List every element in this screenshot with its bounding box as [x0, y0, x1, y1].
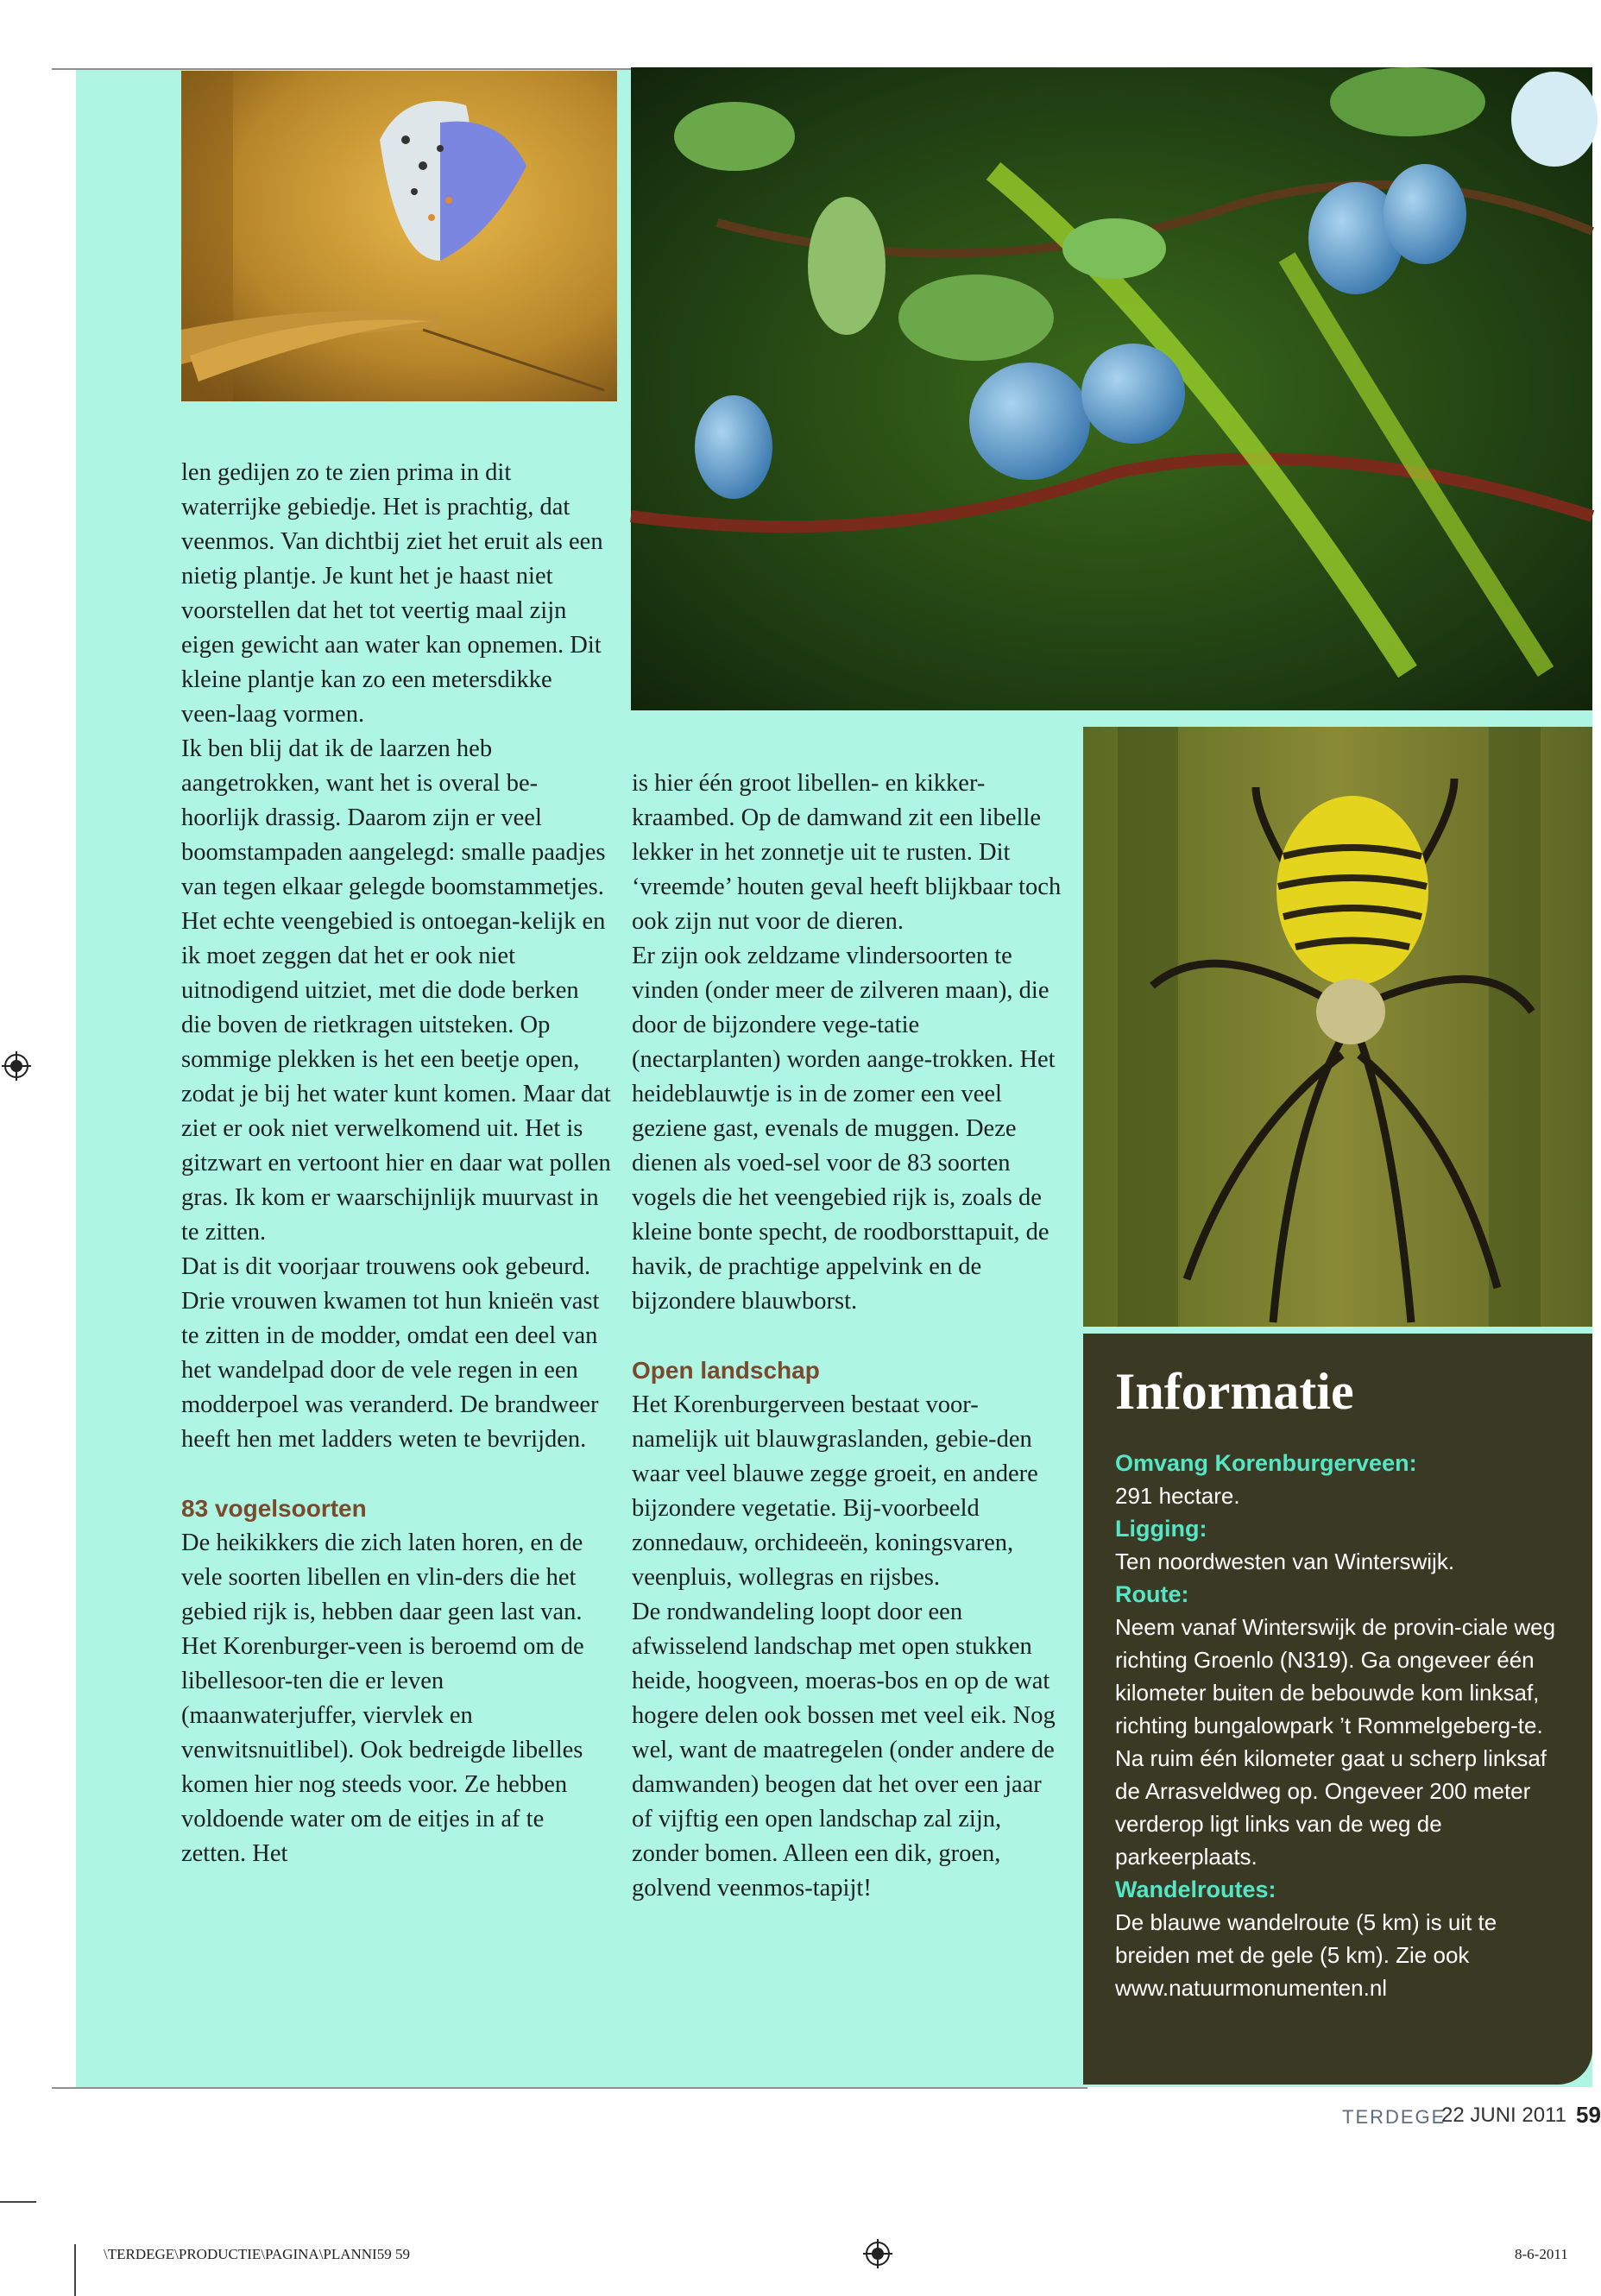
paragraph: De heikikkers die zich laten horen, en de vele soorten libellen en vlin-ders die het gebied rijk is, hebben daar geen last van. Het Korenburger-veen is beroemd om de libellesoor-ten die er leven (maanwaterjuffer, viervlek en venwitsnuitlibel). Ook bedreigde libelles komen hier nog steeds voor. Ze hebben voldoende water om de eitjes in af te zetten. Het: [181, 1530, 584, 1867]
info-text: Neem vanaf Winterswijk de provin-ciale weg richting Groenlo (N319). Ga ongeveer één kilometer buiten de bebouwde kom linksaf, richting bungalowpark ’t Rommelgeberg-te. Na ruim één kilometer gaat u scherp linksaf de Arrasveldweg op. Ongeveer 200 meter verderop ligt links van de weg de parkeerplaats.: [1115, 1614, 1556, 1870]
paragraph: Ik ben blij dat ik de laarzen heb aangetrokken, want het is overal be-hoorlijk drassig. Daarom zijn er veel boomstampaden aangelegd: smalle paadjes van tegen elkaar gelegde boomstammetjes.: [181, 735, 606, 900]
bottom-rule: [52, 2087, 1087, 2089]
crop-mark: [0, 2201, 36, 2203]
paragraph: De rondwandeling loopt door een afwisselend landschap met open stukken heide, hoogveen, moeras-bos en op de wat hogere delen ook bossen met veel eik. Nog wel, want de maatregelen (onder andere de damwanden) beogen dat het over een jaar of vijftig een open landschap zal zijn, zonder bomen. Alleen een dik, groen, golvend veenmos-tapijt!: [632, 1599, 1056, 1902]
page-number: 59: [1576, 2102, 1601, 2128]
info-title: Informatie: [1115, 1363, 1354, 1420]
info-label: Wandelroutes:: [1115, 1877, 1276, 1902]
info-text: 291 hectare.: [1115, 1483, 1240, 1509]
paragraph: Dat is dit voorjaar trouwens ook gebeurd. Drie vrouwen kwamen tot hun knieën vast te zitten in de modder, omdat een deel van het wandelpad door de vele regen in een modderpoel was veranderd. De brandweer heeft hen met ladders weten te bevrijden.: [181, 1253, 600, 1453]
magazine-name: TERDEGE: [1342, 2106, 1447, 2128]
info-label: Route:: [1115, 1581, 1189, 1607]
article-column-left: [181, 456, 613, 1871]
paragraph: len gedijen zo te zien prima in dit waterrijke gebiedje. Het is prachtig, dat veenmos. Van dichtbij ziet het eruit als een nietig plantje. Je kunt het je haast niet voorstellen dat het tot veertig maal zijn eigen gewicht aan water kan opnemen. Dit kleine plantje kan zo een metersdikke veen-laag vormen.: [181, 459, 603, 728]
paragraph: is hier één groot libellen- en kikker-kraambed. Op de damwand zit een libelle lekker in het zonnetje uit te rusten. Dit ‘vreemde’ houten geval heeft blijkbaar toch ook zijn nut voor de dieren.: [632, 770, 1062, 935]
paragraph: Er zijn ook zeldzame vlindersoorten te vinden (onder meer de zilveren maan), die door de bijzondere vege-tatie (nectarplanten) worden aange-trokken. Het heideblauwtje is in de zomer een veel geziene gast, evenals de muggen. Deze dienen als voed-sel voor de 83 soorten vogels die het veengebied rijk is, zoals de kleine bonte specht, de roodborsttapuit, de havik, de prachtige appelvink en de bijzondere blauwborst.: [632, 943, 1056, 1315]
crop-mark: [74, 2244, 76, 2296]
spider-photo: [1083, 727, 1592, 1327]
info-text: De blauwe wandelroute (5 km) is uit te breiden met de gele (5 km). Zie ook www.natuurmonumenten.nl: [1115, 1909, 1497, 2001]
info-text: Ten noordwesten van Winterswijk.: [1115, 1549, 1455, 1574]
registration-mark-icon: [2, 1051, 31, 1081]
paragraph: Het echte veengebied is ontoegan-kelijk en ik moet zeggen dat het er ook niet uitnodigend uitziet, met die dode berken die boven de rietkragen uitsteken. Op sommige plekken is het een beetje open, zodat je bij het water kunt komen. Maar dat ziet er ook niet verwelkomend uit. Het is gitzwart en vertoont hier en daar wat pollen gras. Ik kom er waarschijnlijk muurvast in te zitten.: [181, 908, 611, 1246]
berries-photo: [631, 67, 1592, 710]
info-content: [1115, 1447, 1564, 2004]
print-slug-date: 8-6-2011: [1515, 2246, 1568, 2262]
subheading: Open landschap: [632, 1357, 820, 1384]
print-slug-path: \TERDEGE\PRODUCTIE\PAGINA\PLANNI59 59: [104, 2246, 410, 2262]
subheading: 83 vogelsoorten: [181, 1495, 367, 1522]
butterfly-photo: [181, 71, 617, 401]
issue-date: 22 JUNI 2011: [1441, 2104, 1566, 2127]
article-column-middle: [632, 766, 1063, 1906]
info-label: Omvang Korenburgerveen:: [1115, 1450, 1417, 1476]
registration-mark-icon: [863, 2239, 892, 2268]
info-label: Ligging:: [1115, 1516, 1207, 1542]
paragraph: Het Korenburgerveen bestaat voor-namelijk uit blauwgraslanden, gebie-den waar veel blauwe zegge groeit, en andere bijzondere vegetatie. Bij-voorbeeld zonnedauw, orchideeën, koningsvaren, veenpluis, wollegras en rijsbes.: [632, 1391, 1038, 1591]
